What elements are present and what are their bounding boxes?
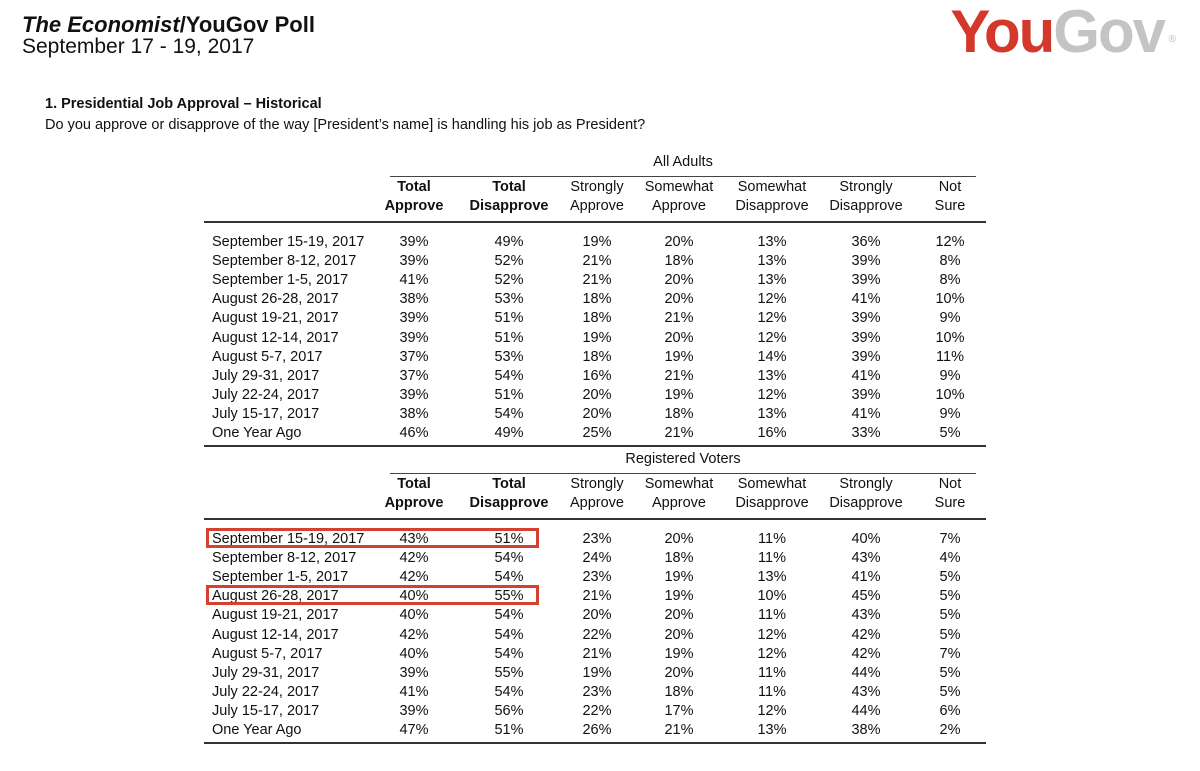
column-header-line1: Strongly	[570, 179, 624, 195]
table-cell: 40%	[399, 645, 429, 662]
table-cell: 21%	[582, 272, 612, 289]
table-row	[204, 626, 986, 645]
table-cell: 23%	[582, 531, 612, 547]
table-cell: 12%	[757, 626, 787, 643]
table-cell: 39%	[851, 253, 881, 270]
column-header	[919, 178, 981, 216]
table-cell: 42%	[399, 550, 429, 567]
table-cell: 38%	[851, 722, 881, 738]
table-cell: 39%	[399, 386, 429, 403]
table-cell: 33%	[851, 425, 881, 441]
row-label: One Year Ago	[212, 722, 302, 738]
table-cell: 23%	[582, 569, 612, 586]
table-cell: 55%	[494, 588, 524, 605]
table-cell: 38%	[399, 291, 429, 308]
table-cell: 13%	[757, 272, 787, 289]
table-row	[204, 233, 986, 252]
table-cell: 19%	[664, 645, 694, 662]
table-cell: 18%	[582, 291, 612, 308]
table-cell: 20%	[664, 329, 694, 346]
column-header-line2: Approve	[651, 495, 706, 511]
column-header-line2: Disapprove	[469, 495, 549, 511]
table-cell: 10%	[935, 329, 965, 346]
table-cell: 41%	[399, 272, 429, 289]
table-cell: 55%	[494, 664, 524, 681]
table-cell: 44%	[851, 702, 881, 719]
column-header-line2: Sure	[934, 198, 966, 214]
row-label: September 1-5, 2017	[212, 272, 349, 289]
row-label: September 8-12, 2017	[212, 253, 357, 270]
table-cell: 11%	[936, 348, 964, 365]
table-cell: 9%	[939, 310, 961, 327]
column-header	[815, 178, 917, 216]
table-cell: 13%	[757, 405, 787, 422]
row-label: September 15-19, 2017	[212, 531, 365, 547]
table-cell: 43%	[851, 550, 881, 567]
table-cell: 13%	[757, 569, 787, 586]
table-row	[204, 683, 986, 702]
table-row	[204, 424, 986, 443]
table-cell: 19%	[664, 348, 694, 365]
row-label: One Year Ago	[212, 425, 302, 441]
table-cell: 12%	[757, 310, 787, 327]
table-cell: 47%	[399, 722, 429, 738]
table-cell: 39%	[399, 234, 429, 250]
row-label: August 5-7, 2017	[212, 348, 323, 365]
table-cell: 8%	[939, 253, 961, 270]
column-header	[373, 178, 455, 216]
column-header	[919, 475, 981, 513]
table-cell: 22%	[582, 702, 612, 719]
table-cell: 56%	[494, 702, 524, 719]
table-cell: 19%	[582, 664, 612, 681]
table-cell: 6%	[939, 702, 961, 719]
table-cell: 20%	[664, 607, 694, 624]
column-header-line2: Sure	[934, 495, 966, 511]
table-cell: 16%	[757, 425, 787, 441]
table-row	[204, 721, 986, 740]
table-row	[204, 329, 986, 348]
table-cell: 18%	[664, 405, 694, 422]
table-cell: 39%	[399, 702, 429, 719]
table-cell: 53%	[494, 348, 524, 365]
table-cell: 21%	[664, 722, 694, 738]
table-cell: 12%	[757, 329, 787, 346]
table-row	[204, 405, 986, 424]
table-cell: 54%	[494, 626, 524, 643]
table-cell: 23%	[582, 683, 612, 700]
row-label: July 22-24, 2017	[212, 386, 320, 403]
table-cell: 5%	[939, 683, 961, 700]
table-cell: 8%	[939, 272, 961, 289]
table-cell: 51%	[494, 329, 524, 346]
table-cell: 5%	[939, 588, 961, 605]
row-label: July 29-31, 2017	[212, 664, 320, 681]
table-cell: 39%	[851, 272, 881, 289]
column-header	[815, 475, 917, 513]
table-cell: 20%	[582, 386, 612, 403]
table-cell: 21%	[582, 645, 612, 662]
table-cell: 20%	[664, 234, 694, 250]
table-cell: 43%	[851, 607, 881, 624]
table-cell: 54%	[494, 405, 524, 422]
table-cell: 10%	[935, 291, 965, 308]
table-cell: 12%	[757, 645, 787, 662]
poll-title-rest: /YouGov Poll	[179, 12, 315, 37]
column-header-line1: Somewhat	[737, 179, 807, 195]
column-header	[721, 475, 823, 513]
table-cell: 18%	[664, 253, 694, 270]
column-header-line2: Disapprove	[469, 198, 549, 214]
table-row	[204, 271, 986, 290]
table-cell: 49%	[494, 425, 524, 441]
row-label: August 5-7, 2017	[212, 645, 323, 662]
table-cell: 39%	[399, 664, 429, 681]
table-cell: 19%	[582, 234, 612, 250]
highlight-box	[206, 585, 539, 605]
column-header	[373, 475, 455, 513]
column-header	[457, 178, 561, 216]
column-header	[633, 178, 725, 216]
table-rule-top	[204, 518, 986, 520]
table-cell: 20%	[664, 531, 694, 547]
table-cell: 37%	[399, 348, 429, 365]
table-cell: 4%	[939, 550, 961, 567]
table-cell: 51%	[494, 386, 524, 403]
table-cell: 42%	[851, 645, 881, 662]
table-row	[204, 645, 986, 664]
table-cell: 39%	[851, 348, 881, 365]
table-cell: 19%	[664, 569, 694, 586]
registered-mark: ®	[1168, 34, 1176, 45]
table-cell: 54%	[494, 683, 524, 700]
row-label: August 19-21, 2017	[212, 607, 339, 624]
table-cell: 51%	[494, 310, 524, 327]
table-row	[204, 252, 986, 271]
table-rule-bottom	[204, 445, 986, 447]
section-all-adults	[204, 154, 986, 449]
publication-name: The Economist	[22, 12, 180, 37]
table-cell: 10%	[757, 588, 787, 605]
table-cell: 5%	[939, 626, 961, 643]
table-cell: 36%	[851, 234, 881, 250]
column-header-line2: Disapprove	[829, 495, 903, 511]
question-text: Do you approve or disapprove of the way [President’s name] is handling his job as President?	[45, 117, 646, 133]
section-registered-voters	[204, 451, 986, 746]
table-cell: 21%	[664, 310, 694, 327]
table-cell: 39%	[851, 386, 881, 403]
table-cell: 13%	[757, 367, 787, 384]
table-cell: 12%	[757, 386, 787, 403]
table-cell: 45%	[851, 588, 881, 605]
table-cell: 14%	[757, 348, 787, 365]
table-cell: 18%	[664, 683, 694, 700]
table-cell: 39%	[399, 310, 429, 327]
column-header	[721, 178, 823, 216]
table-cell: 42%	[399, 569, 429, 586]
table-rule-top	[204, 221, 986, 223]
column-header	[556, 475, 638, 513]
table-cell: 21%	[582, 253, 612, 270]
table-cell: 5%	[939, 425, 961, 441]
table-cell: 17%	[664, 702, 694, 719]
column-header-line2: Approve	[384, 495, 444, 511]
row-label: August 26-28, 2017	[212, 291, 339, 308]
table-row	[204, 606, 986, 625]
row-label: August 19-21, 2017	[212, 310, 339, 327]
column-header-line2: Approve	[384, 198, 444, 214]
table-row	[204, 386, 986, 405]
table-cell: 43%	[851, 683, 881, 700]
column-header-line2: Approve	[569, 495, 624, 511]
column-header-line1: Total	[492, 179, 526, 195]
table-cell: 19%	[664, 588, 694, 605]
table-cell: 40%	[399, 607, 429, 624]
table-cell: 20%	[664, 272, 694, 289]
column-header	[457, 475, 561, 513]
row-label: September 15-19, 2017	[212, 234, 365, 250]
table-cell: 40%	[399, 588, 429, 605]
table-cell: 21%	[582, 588, 612, 605]
table-row	[204, 367, 986, 386]
table-cell: 16%	[582, 367, 612, 384]
table-row	[204, 348, 986, 367]
table-cell: 42%	[399, 626, 429, 643]
table-cell: 41%	[851, 569, 881, 586]
table-cell: 54%	[494, 550, 524, 567]
table-cell: 54%	[494, 569, 524, 586]
table-cell: 5%	[939, 607, 961, 624]
column-header-line1: Total	[492, 476, 526, 492]
table-cell: 37%	[399, 367, 429, 384]
row-label: July 15-17, 2017	[212, 405, 320, 422]
table-cell: 38%	[399, 405, 429, 422]
column-header-line1: Total	[397, 476, 431, 492]
table-cell: 12%	[935, 234, 965, 250]
poll-dates: September 17 - 19, 2017	[22, 35, 255, 58]
table-cell: 25%	[582, 425, 612, 441]
column-header-line1: Somewhat	[737, 476, 807, 492]
table-cell: 9%	[939, 367, 961, 384]
table-row	[204, 549, 986, 568]
section-title: All Adults	[390, 154, 976, 177]
table-cell: 21%	[664, 425, 694, 441]
table-cell: 39%	[399, 253, 429, 270]
table-cell: 46%	[399, 425, 429, 441]
column-header-line2: Approve	[651, 198, 706, 214]
table-cell: 18%	[664, 550, 694, 567]
row-label: July 15-17, 2017	[212, 702, 320, 719]
row-label: August 12-14, 2017	[212, 329, 339, 346]
logo-you: You	[950, 0, 1054, 65]
table-cell: 9%	[939, 405, 961, 422]
table-cell: 11%	[758, 683, 786, 700]
table-cell: 20%	[664, 664, 694, 681]
table-cell: 26%	[582, 722, 612, 738]
row-label: August 12-14, 2017	[212, 626, 339, 643]
table-cell: 20%	[664, 626, 694, 643]
column-header	[556, 178, 638, 216]
table-cell: 39%	[399, 329, 429, 346]
table-cell: 19%	[582, 329, 612, 346]
table-cell: 20%	[664, 291, 694, 308]
column-header-line2: Disapprove	[735, 495, 809, 511]
table-cell: 10%	[935, 386, 965, 403]
highlight-box	[206, 528, 539, 548]
column-header-line1: Strongly	[570, 476, 624, 492]
table-cell: 41%	[851, 405, 881, 422]
table-row	[204, 664, 986, 683]
table-row	[204, 702, 986, 721]
table-cell: 11%	[758, 550, 786, 567]
table-cell: 39%	[851, 310, 881, 327]
column-header	[633, 475, 725, 513]
column-header-line2: Disapprove	[829, 198, 903, 214]
table-cell: 18%	[582, 310, 612, 327]
table-cell: 52%	[494, 272, 524, 289]
column-header-line1: Not	[938, 179, 962, 195]
table-cell: 11%	[758, 664, 786, 681]
table-cell: 13%	[757, 234, 787, 250]
table-cell: 18%	[582, 348, 612, 365]
table-cell: 41%	[851, 367, 881, 384]
table-cell: 20%	[582, 405, 612, 422]
column-header-line1: Strongly	[839, 179, 893, 195]
table-cell: 22%	[582, 626, 612, 643]
row-label: July 29-31, 2017	[212, 367, 320, 384]
table-cell: 7%	[939, 531, 961, 547]
table-cell: 54%	[494, 645, 524, 662]
table-row	[204, 309, 986, 328]
row-label: September 8-12, 2017	[212, 550, 357, 567]
table-cell: 41%	[851, 291, 881, 308]
column-header-line1: Not	[938, 476, 962, 492]
table-cell: 52%	[494, 253, 524, 270]
table-cell: 49%	[494, 234, 524, 250]
table-cell: 44%	[851, 664, 881, 681]
table-cell: 11%	[758, 531, 786, 547]
table-cell: 20%	[582, 607, 612, 624]
table-cell: 2%	[939, 722, 961, 738]
table-cell: 54%	[494, 607, 524, 624]
yougov-logo	[950, 0, 1176, 65]
table-cell: 11%	[758, 607, 786, 624]
column-header-line2: Approve	[569, 198, 624, 214]
table-cell: 7%	[939, 645, 961, 662]
table-cell: 42%	[851, 626, 881, 643]
table-cell: 53%	[494, 291, 524, 308]
row-label: September 1-5, 2017	[212, 569, 349, 586]
table-cell: 13%	[757, 722, 787, 738]
table-cell: 41%	[399, 683, 429, 700]
table-cell: 5%	[939, 569, 961, 586]
table-row	[204, 290, 986, 309]
column-header-line1: Somewhat	[644, 179, 714, 195]
row-label: August 26-28, 2017	[212, 588, 339, 605]
table-cell: 24%	[582, 550, 612, 567]
logo-gov: Gov	[1053, 0, 1164, 65]
column-header-line1: Somewhat	[644, 476, 714, 492]
table-cell: 54%	[494, 367, 524, 384]
table-cell: 19%	[664, 386, 694, 403]
column-header-line1: Total	[397, 179, 431, 195]
table-cell: 51%	[494, 531, 524, 547]
table-cell: 12%	[757, 702, 787, 719]
table-rule-bottom	[204, 742, 986, 744]
table-cell: 21%	[664, 367, 694, 384]
table-cell: 43%	[399, 531, 429, 547]
table-cell: 39%	[851, 329, 881, 346]
section-title: Registered Voters	[390, 451, 976, 474]
table-cell: 40%	[851, 531, 881, 547]
table-cell: 51%	[494, 722, 524, 738]
question-title: 1. Presidential Job Approval – Historical	[45, 96, 322, 112]
table-cell: 12%	[757, 291, 787, 308]
column-header-line2: Disapprove	[735, 198, 809, 214]
column-header-line1: Strongly	[839, 476, 893, 492]
table-cell: 5%	[939, 664, 961, 681]
row-label: July 22-24, 2017	[212, 683, 320, 700]
table-cell: 13%	[757, 253, 787, 270]
